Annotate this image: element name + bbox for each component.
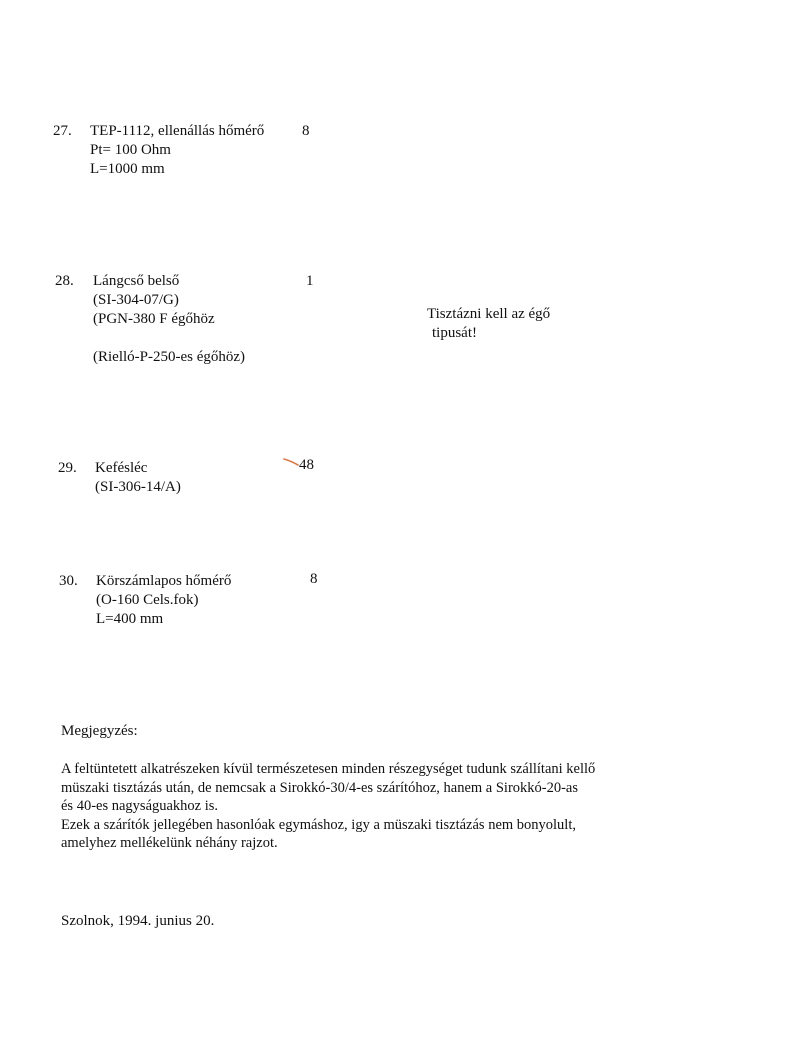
item-number: 30.	[59, 573, 78, 589]
item-line: (SI-306-14/A)	[95, 479, 181, 495]
item-quantity-28: 1	[306, 273, 314, 289]
item-description	[96, 572, 231, 629]
item-line: TEP-1112, ellenállás hőmérő	[90, 123, 265, 139]
item-number: 27.	[53, 123, 72, 139]
pen-mark-icon	[283, 458, 299, 466]
item-line: Körszámlapos hőmérő	[96, 573, 232, 589]
item-line: Lángcső belső	[93, 273, 180, 289]
side-note	[427, 305, 550, 343]
item-line: Kefésléc	[95, 460, 148, 476]
item-quantity-30: 8	[310, 571, 318, 587]
item-line: L=400 mm	[96, 611, 164, 627]
item-number: 28.	[55, 273, 74, 289]
remark-line: müszaki tisztázás után, de nemcsak a Sirokkó-30/4-es szárítóhoz, hanem a Sirokkó-20-as	[61, 779, 579, 796]
remark-title: Megjegyzés:	[61, 723, 138, 739]
item-line: L=1000 mm	[90, 161, 165, 177]
remark-line: A feltüntetett alkatrészeken kívül természetesen minden részegységet tudunk szállítani kellő	[61, 761, 596, 777]
remark-line: Ezek a szárítók jellegében hasonlóak egymáshoz, igy a müszaki tisztázás nem bonyolult,	[61, 816, 576, 833]
item-line: (PGN-380 F égőhöz	[93, 311, 215, 327]
remark-line: és 40-es nagyságuakhoz is.	[61, 798, 219, 815]
side-note-line: Tisztázni kell az égő	[427, 306, 551, 322]
item-description	[93, 272, 245, 367]
remark-body	[61, 760, 701, 853]
side-note-line: tipusát!	[432, 325, 477, 341]
item-line: (SI-304-07/G)	[93, 292, 179, 308]
remark-line: amelyhez mellékelünk néhány rajzot.	[61, 835, 278, 852]
item-line: Pt= 100 Ohm	[90, 142, 171, 158]
item-description	[95, 459, 181, 497]
place-date: Szolnok, 1994. junius 20.	[61, 913, 215, 929]
item-description	[90, 122, 264, 179]
item-line: (O-160 Cels.fok)	[96, 592, 199, 608]
item-quantity-27: 8	[302, 123, 310, 139]
item-line	[93, 329, 245, 348]
item-number: 29.	[58, 460, 77, 476]
item-quantity-29: 48	[299, 457, 314, 473]
item-line: (Rielló-P-250-es égőhöz)	[93, 349, 246, 365]
